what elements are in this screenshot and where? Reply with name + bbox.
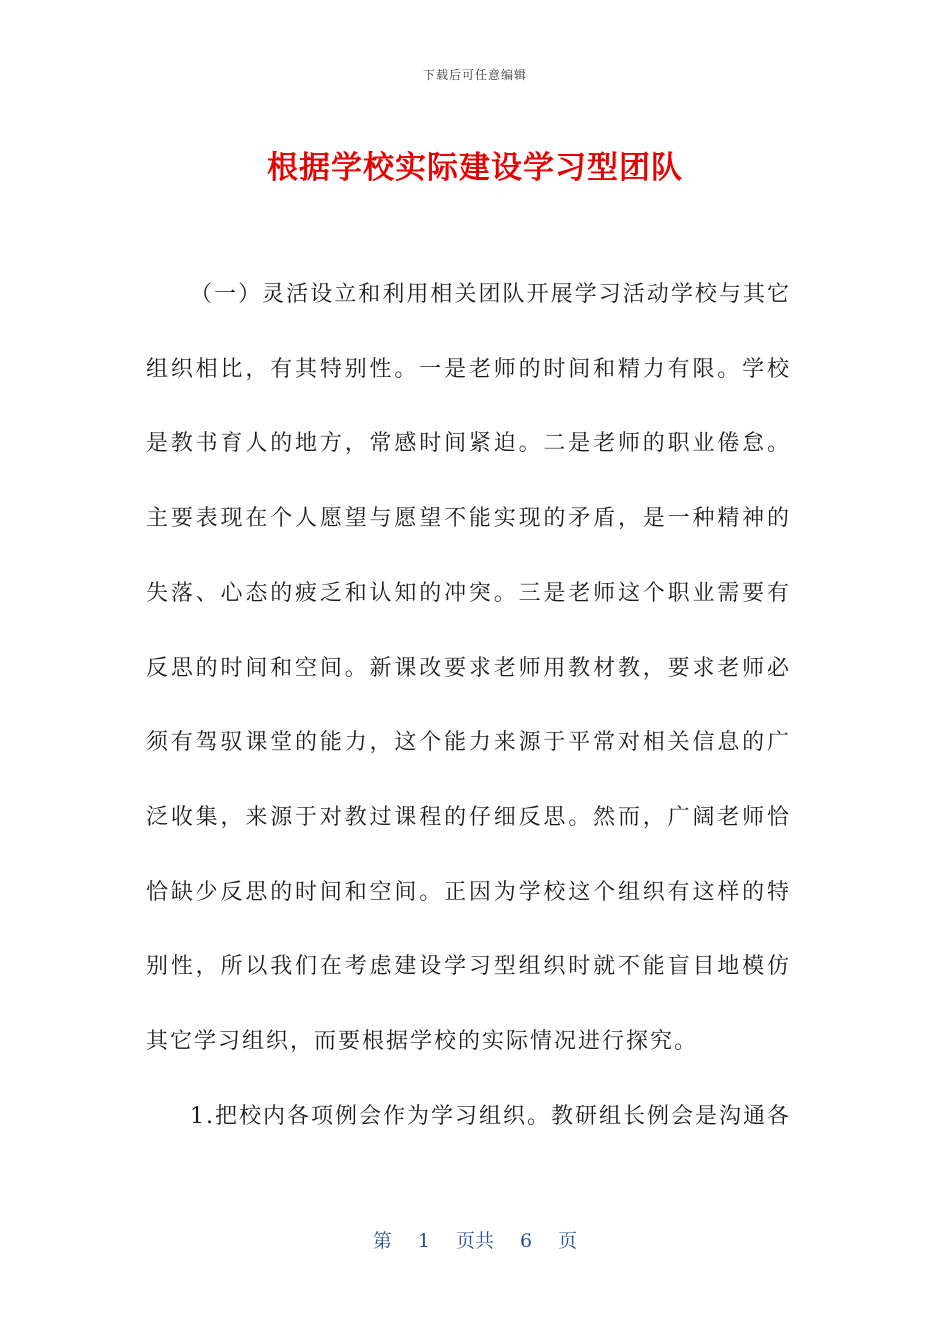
page-label-prefix: 第 [372,1230,392,1252]
document-title: 根据学校实际建设学习型团队 [267,150,683,186]
paragraph-2: 1.把校内各项例会作为学习组织。教研组长例会是沟通各 [190,1103,791,1129]
page-footer [0,1226,950,1253]
total-pages-number: 6 [520,1230,533,1252]
page-label-suffix: 页 [558,1230,578,1252]
current-page-number: 1 [417,1230,430,1252]
document-body [146,258,791,1154]
paragraph-1: （一）灵活设立和利用相关团队开展学习活动学校与其它组织相比，有其特别性。一是老师的时间和精力有限。学校是教书育人的地方，常感时间紧迫。二是老师的职业倦怠。主要表现在个人愿望与愿望不能实现的矛盾，是一种精神的失落、心态的疲乏和认知的冲突。三是老师这个职业需要有反思的时间和空间。新课改要求老师用教材教，要求老师必须有驾驭课堂的能力，这个能力来源于平常对相关信息的广泛收集，来源于对教过课程的仔细反思。然而，广阔老师恰恰缺少反思的时间和空间。正因为学校这个组织有这样的特别性，所以我们在考虑建设学习型组织时就不能盲目地模仿其它学习组织，而要根据学校的实际情况进行探究。 [146,282,791,1055]
page-label-middle: 页共 [455,1230,494,1252]
header-note: 下载后可任意编辑 [422,68,527,82]
